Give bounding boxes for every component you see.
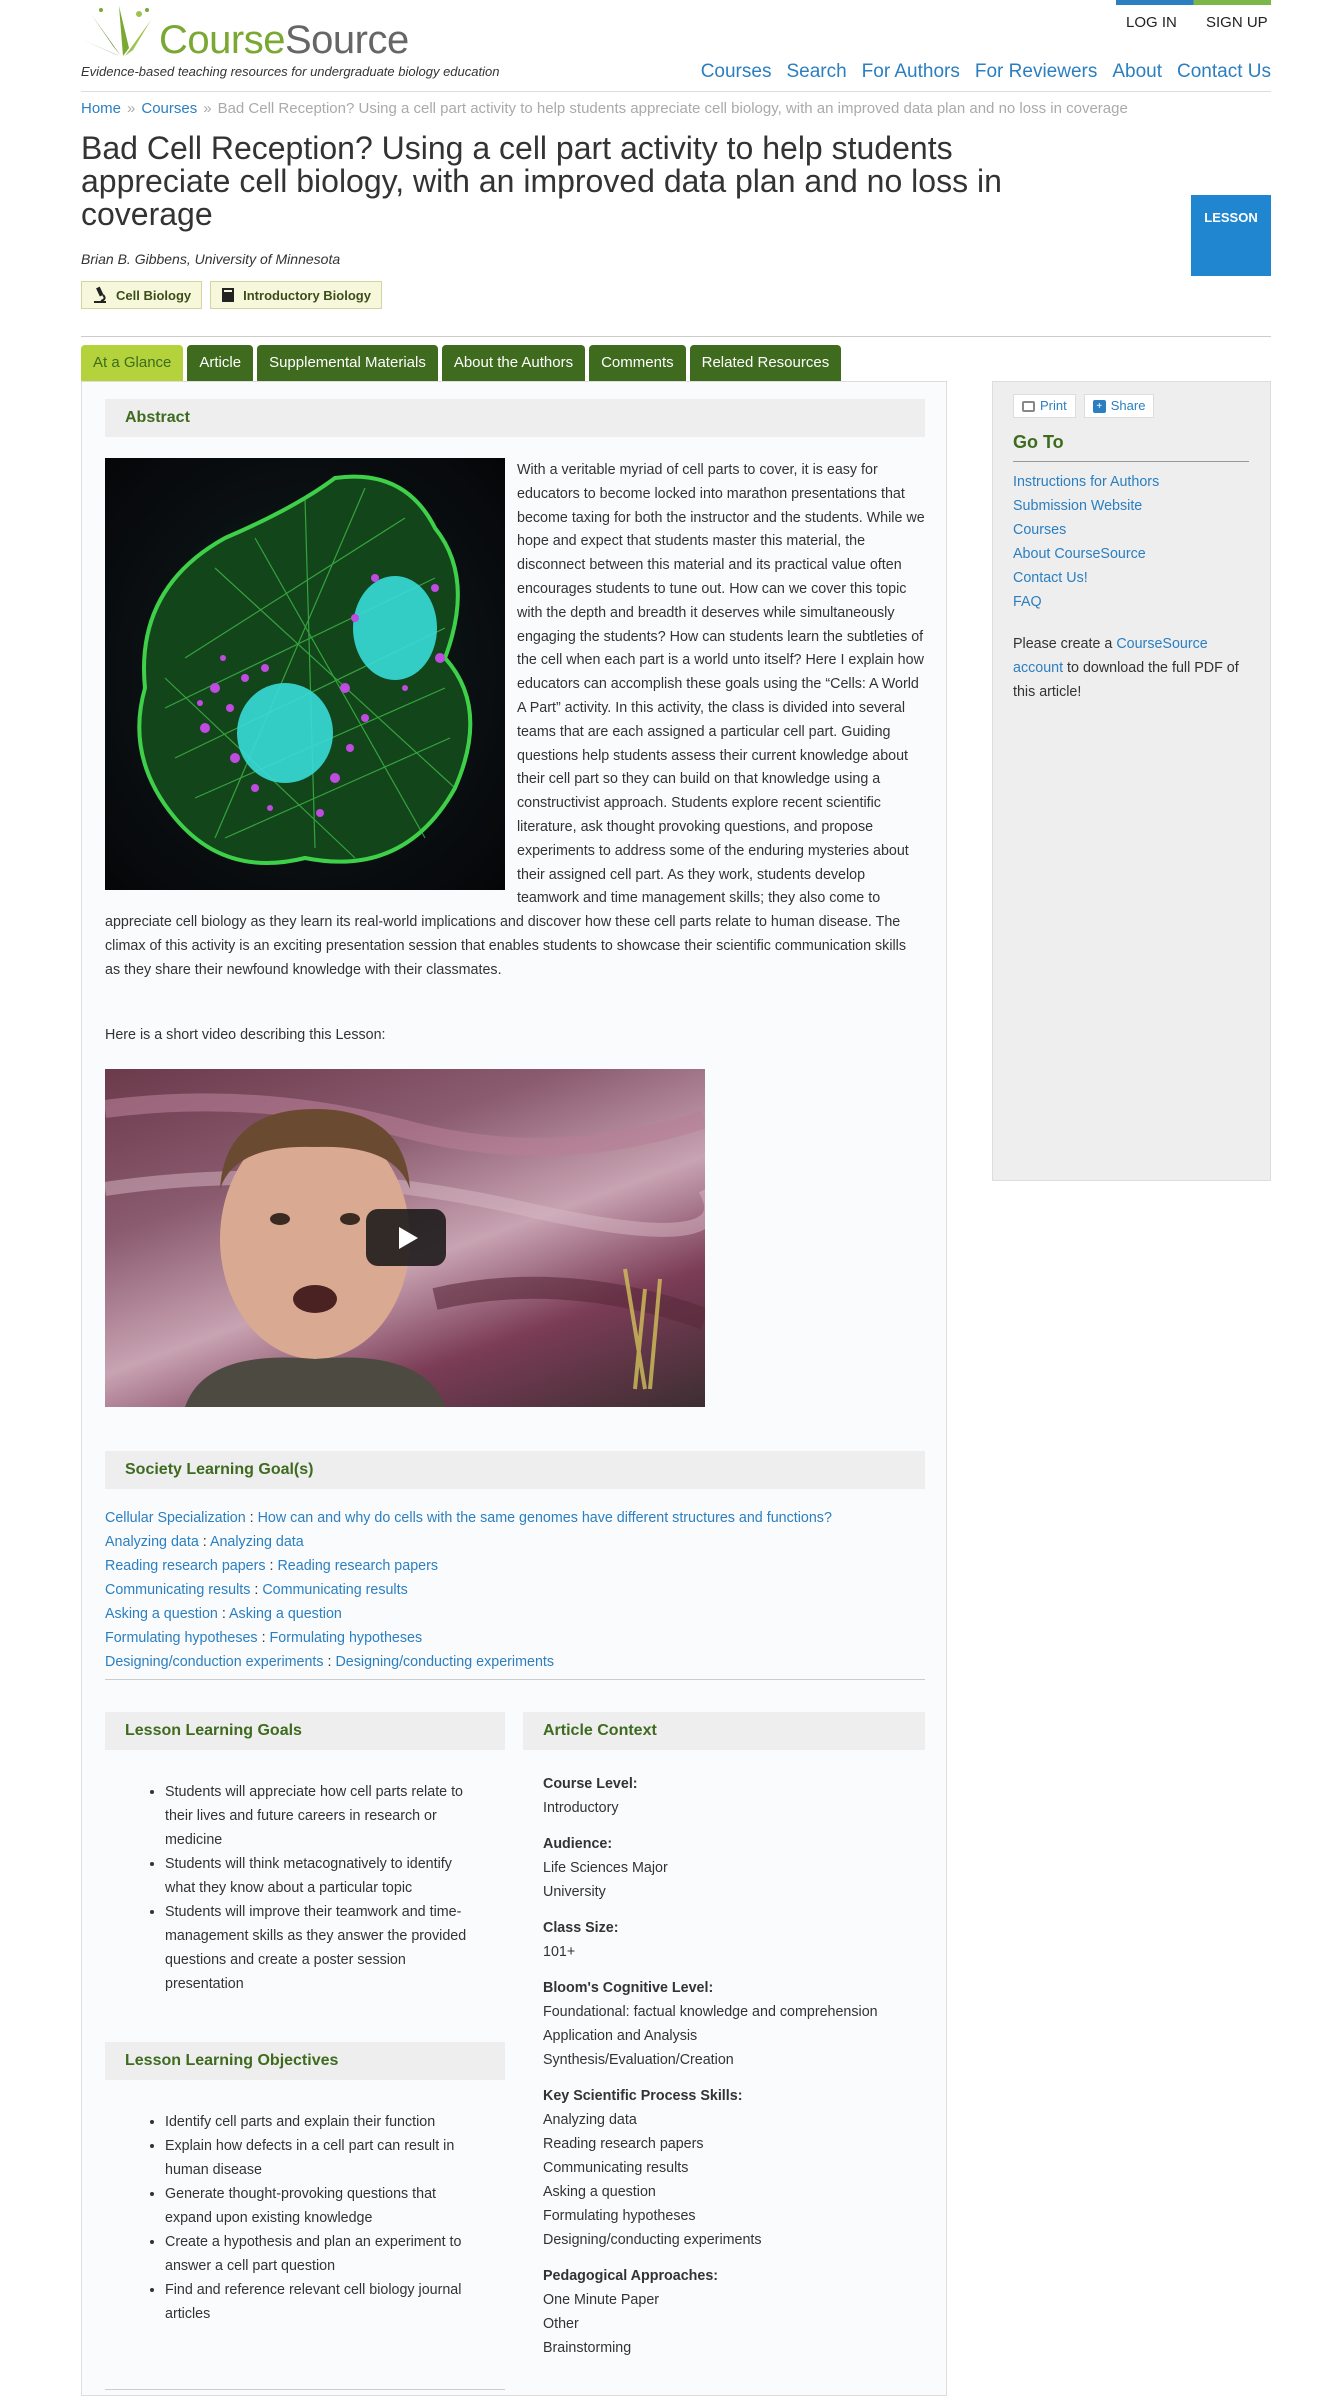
society-goal-item: Asking a question : Asking a question — [105, 1606, 342, 1622]
context-value: Reading research papers — [543, 2136, 704, 2152]
print-button[interactable] — [1013, 394, 1076, 418]
nav-contact-us[interactable]: Contact Us — [1177, 61, 1271, 82]
goal-term-link[interactable]: Formulating hypotheses — [105, 1630, 258, 1646]
abstract-heading: Abstract — [105, 399, 925, 437]
cell-image-graphic — [105, 458, 505, 890]
goal-term-link[interactable]: Cellular Specialization — [105, 1510, 246, 1526]
tab-comments[interactable]: Comments — [589, 345, 686, 381]
list-item: • Students will improve their teamwork and time-management skills as they answer the provided questions and create a poster session presentation — [165, 1900, 485, 1996]
microscope-icon — [92, 286, 108, 304]
goto-submission-website[interactable]: Submission Website — [1013, 498, 1143, 514]
goal-term-link[interactable]: Analyzing data — [105, 1534, 199, 1550]
auth-links — [1116, 0, 1271, 36]
site-name: CourseSource — [159, 18, 409, 62]
lesson-objectives-list — [165, 2110, 485, 2326]
list-item: • Create a hypothesis and plan an experiment to answer a cell part question — [165, 2230, 485, 2278]
context-value: One Minute Paper — [543, 2292, 660, 2308]
tab-about-the-authors[interactable]: About the Authors — [442, 345, 585, 381]
abstract-text: With a veritable myriad of cell parts to cover, it is easy for educators to become locked into marathon presentations that become taxing for both the instructor and the students. While we hope and expect that students master this material, the disconnect between this material and its practical value often encourages students to tune out. How can we cover this topic with the depth and breadth it deserves while simultaneously engaging the students? How can students learn the subtleties of the cell when each part is a world unto itself? Here I explain how educators can accomplish these goals using the “Cells: A World A Part” activity. In this activity, the class is divided into several teams that are each assigned a particular cell part. Guiding questions help students assess their current knowledge about their cell part so they can build on that knowledge using a constructivist approach. Students explore recent scientific literature, ask thought provoking questions, and propose experiments to address some of the enduring mysteries about their assigned cell part. As they work, students develop teamwork and time management skills; they also come to appreciate cell biology as they learn its real-world implications and discover how these cell parts relate to human disease. The climax of this activity is an exciting presentation session that enables students to showcase their scientific communication skills as they share their newfound knowledge with their classmates. — [105, 462, 925, 978]
goto-contact-us[interactable]: Contact Us! — [1013, 570, 1088, 586]
context-value: Other — [543, 2316, 579, 2332]
lesson-goals-list — [165, 1780, 485, 1996]
breadcrumb — [81, 100, 1128, 117]
context-value: Asking a question — [543, 2184, 656, 2200]
auth-accent-bar — [1116, 0, 1271, 5]
society-goal-item: Designing/conduction experiments : Designing/conducting experiments — [105, 1654, 555, 1670]
create-account-link[interactable]: CourseSource account — [1013, 636, 1208, 676]
lesson-goals-column — [105, 1712, 505, 2326]
site-tagline: Evidence-based teaching resources for undergraduate biology education — [81, 64, 500, 79]
context-value: Introductory — [543, 1800, 619, 1816]
society-goals-list — [105, 1506, 925, 1674]
context-value: Analyzing data — [543, 2112, 637, 2128]
bottom-divider — [105, 2389, 505, 2390]
share-label: Share — [1110, 398, 1146, 413]
tag-label: Cell Biology — [116, 287, 192, 303]
context-label: Audience: — [543, 1836, 613, 1852]
nav-search[interactable]: Search — [786, 61, 847, 82]
lesson-video[interactable] — [105, 1069, 705, 1407]
goals-divider — [105, 1679, 925, 1680]
nav-about[interactable]: About — [1112, 61, 1163, 82]
login-link[interactable]: LOG IN — [1126, 14, 1177, 31]
goal-term-link[interactable]: Designing/conduction experiments — [105, 1654, 324, 1670]
tab-related-resources[interactable]: Related Resources — [690, 345, 842, 381]
list-item: • Students will appreciate how cell parts relate to their lives and future careers in research or medicine — [165, 1780, 485, 1852]
goal-desc-link[interactable]: Reading research papers — [277, 1558, 439, 1574]
breadcrumb-home[interactable]: Home — [81, 100, 122, 117]
play-icon[interactable] — [366, 1209, 446, 1266]
goto-instructions-for-authors[interactable]: Instructions for Authors — [1013, 474, 1160, 490]
article-author: Brian B. Gibbens, University of Minnesota — [81, 251, 341, 267]
context-value: 101+ — [543, 1944, 576, 1960]
context-value: Life Sciences Major — [543, 1860, 668, 1876]
list-item: • Find and reference relevant cell biology journal articles — [165, 2278, 485, 2326]
breadcrumb-separator: » — [203, 100, 212, 117]
goal-term-link[interactable]: Asking a question — [105, 1606, 218, 1622]
lesson-objectives-heading: Lesson Learning Objectives — [105, 2042, 505, 2080]
context-value: Application and Analysis — [543, 2028, 698, 2044]
nav-courses[interactable]: Courses — [700, 61, 772, 82]
context-value: Formulating hypotheses — [543, 2208, 696, 2224]
tab-at-a-glance[interactable]: At a Glance — [81, 345, 183, 381]
society-goals-heading: Society Learning Goal(s) — [105, 1451, 925, 1489]
lesson-badge: LESSON — [1191, 195, 1271, 276]
goal-desc-link[interactable]: Communicating results — [262, 1582, 408, 1598]
article-tabs — [81, 345, 841, 381]
signup-link[interactable]: SIGN UP — [1206, 14, 1268, 31]
video-intro-text: Here is a short video describing this Lesson: — [105, 1027, 386, 1043]
main-nav — [701, 61, 1271, 83]
goal-desc-link[interactable]: Designing/conducting experiments — [335, 1654, 555, 1670]
goal-desc-link[interactable]: Formulating hypotheses — [269, 1630, 423, 1646]
download-note: Please create a CourseSource account to download the full PDF of this article! — [1013, 636, 1239, 700]
society-goal-item: Cellular Specialization : How can and why do cells with the same genomes have different structures and functions? — [105, 1510, 832, 1526]
society-goal-item: Analyzing data : Analyzing data — [105, 1534, 304, 1550]
context-value: Synthesis/Evaluation/Creation — [543, 2052, 734, 2068]
site-logo[interactable] — [81, 4, 541, 82]
goal-term-link[interactable]: Communicating results — [105, 1582, 251, 1598]
context-value: Designing/conducting experiments — [543, 2232, 762, 2248]
page-title: Bad Cell Reception? Using a cell part activity to help students appreciate cell biology, with an improved data plan and no loss in coverage — [81, 130, 1002, 232]
tag-label: Introductory Biology — [243, 287, 371, 303]
breadcrumb-courses[interactable]: Courses — [141, 100, 198, 117]
context-label: Course Level: — [543, 1776, 638, 1792]
sidebar — [992, 381, 1271, 1181]
society-goal-item: Communicating results : Communicating results — [105, 1582, 408, 1598]
share-button[interactable] — [1084, 394, 1155, 418]
breadcrumb-separator: » — [127, 100, 136, 117]
context-label: Class Size: — [543, 1920, 619, 1936]
context-value: Communicating results — [543, 2160, 689, 2176]
article-context-heading: Article Context — [523, 1712, 925, 1750]
goto-about-coursesource[interactable]: About CourseSource — [1013, 546, 1146, 562]
breadcrumb-current: Bad Cell Reception? Using a cell part activity to help students appreciate cell biology, with an improved data plan and no loss in coverage — [217, 100, 1128, 117]
share-icon: + — [1093, 400, 1106, 413]
list-item: • Generate thought-provoking questions that expand upon existing knowledge — [165, 2182, 485, 2230]
society-goal-item: Reading research papers : Reading research papers — [105, 1558, 439, 1574]
tab-supplemental-materials[interactable]: Supplemental Materials — [257, 345, 438, 381]
article-context-list — [523, 1750, 925, 2360]
nav-for-reviewers[interactable]: For Reviewers — [974, 61, 1098, 82]
goal-desc-link[interactable]: Analyzing data — [209, 1534, 304, 1550]
goto-faq[interactable]: FAQ — [1013, 594, 1042, 610]
header-divider — [81, 91, 1271, 92]
sidebar-actions — [1013, 394, 1154, 418]
printer-icon — [1022, 401, 1035, 412]
goto-courses[interactable]: Courses — [1013, 522, 1067, 538]
lesson-goals-heading: Lesson Learning Goals — [105, 1712, 505, 1750]
context-label: Pedagogical Approaches: — [543, 2268, 719, 2284]
context-label: Key Scientific Process Skills: — [543, 2088, 743, 2104]
goal-desc-link[interactable]: Asking a question — [229, 1606, 342, 1622]
tag-cell-biology[interactable] — [81, 281, 202, 309]
list-item: • Explain how defects in a cell part can result in human disease — [165, 2134, 485, 2182]
goto-heading: Go To — [1013, 432, 1249, 462]
goal-desc-link[interactable]: How can and why do cells with the same genomes have different structures and functions? — [257, 1510, 832, 1526]
book-icon — [221, 287, 235, 303]
society-goal-item: Formulating hypotheses : Formulating hypotheses — [105, 1630, 423, 1646]
subject-tags — [81, 281, 382, 309]
goto-links — [1013, 470, 1159, 614]
article-context-column — [523, 1712, 925, 2360]
print-label: Print — [1040, 398, 1067, 413]
leaf-logo-icon — [81, 4, 157, 62]
context-value: Foundational: factual knowledge and comprehension — [543, 2004, 878, 2020]
goal-term-link[interactable]: Reading research papers — [105, 1558, 266, 1574]
tags-divider — [81, 336, 1271, 337]
list-item: • Students will think metacognatively to identify what they know about a particular topic — [165, 1852, 485, 1900]
context-value: Brainstorming — [543, 2340, 632, 2356]
list-item: • Identify cell parts and explain their function — [165, 2110, 485, 2134]
context-label: Bloom's Cognitive Level: — [543, 1980, 714, 1996]
main-content — [81, 381, 947, 2396]
tab-article[interactable]: Article — [187, 345, 253, 381]
context-value: University — [543, 1884, 606, 1900]
tag-introductory-biology[interactable] — [210, 281, 382, 309]
cell-microscopy-image[interactable] — [105, 458, 505, 890]
nav-for-authors[interactable]: For Authors — [861, 61, 960, 82]
